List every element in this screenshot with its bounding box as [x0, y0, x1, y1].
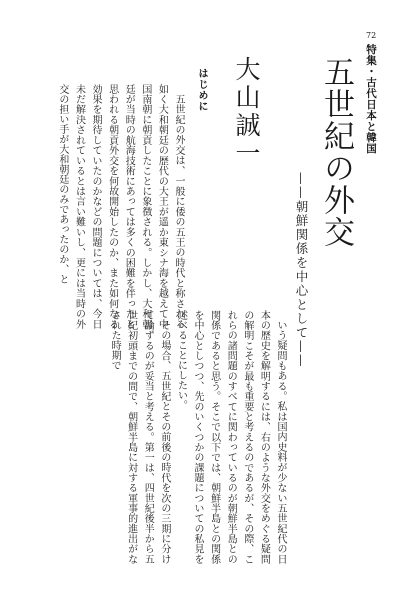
article-subtitle: ——朝鮮関係を中心として——	[294, 172, 309, 368]
series-label: 特集・古代日本と韓国	[365, 44, 377, 154]
body-column-upper	[56, 84, 186, 329]
body-paragraph: その場合、五世紀とその前後の時代を次の三期に分けて論ずるのが妥当と考える。第一は、四世紀後半から五世紀初頭までの間で、朝鮮半島に対する軍事的進出がなされた時期で	[109, 310, 170, 564]
article-title: 五世紀の外交	[318, 56, 354, 248]
body-paragraph: 五世紀の外交は、一般に倭の五王の時代と称される如く大和朝廷の歴代の大王が遥か東シナ海を越えて中国南朝に朝貢したことに象徴される。しかし、大和朝廷が当時の航海技術にあっては多くの困難を伴ったと思われる朝貢外交を何故開始したのか、また如何なる効果を期待していたのかなどの問題については、今日未だ解決されているとは言い難いし、更には当時の外交の担い手が大和朝廷のみであったのか、と	[56, 84, 184, 329]
body-column-lower	[34, 310, 288, 564]
section-heading: はじめに	[196, 68, 207, 112]
page-number: 72	[366, 31, 377, 40]
author-name: 大山誠一	[232, 56, 261, 168]
body-paragraph: いう疑問もある。私は国内史料が少ない五世紀代の日本の歴史を解明するには、右のような外交をめぐる疑問の解明こそが最も重要と考えるのであるが、その際、これらの諸問題のすべてに関わっているのが朝鮮半島との関係であると思う。そこで以下では、朝鮮半島との関係を中心としつつ、先のいくつかの課題についての私見を述べることにしたい。	[175, 310, 286, 564]
